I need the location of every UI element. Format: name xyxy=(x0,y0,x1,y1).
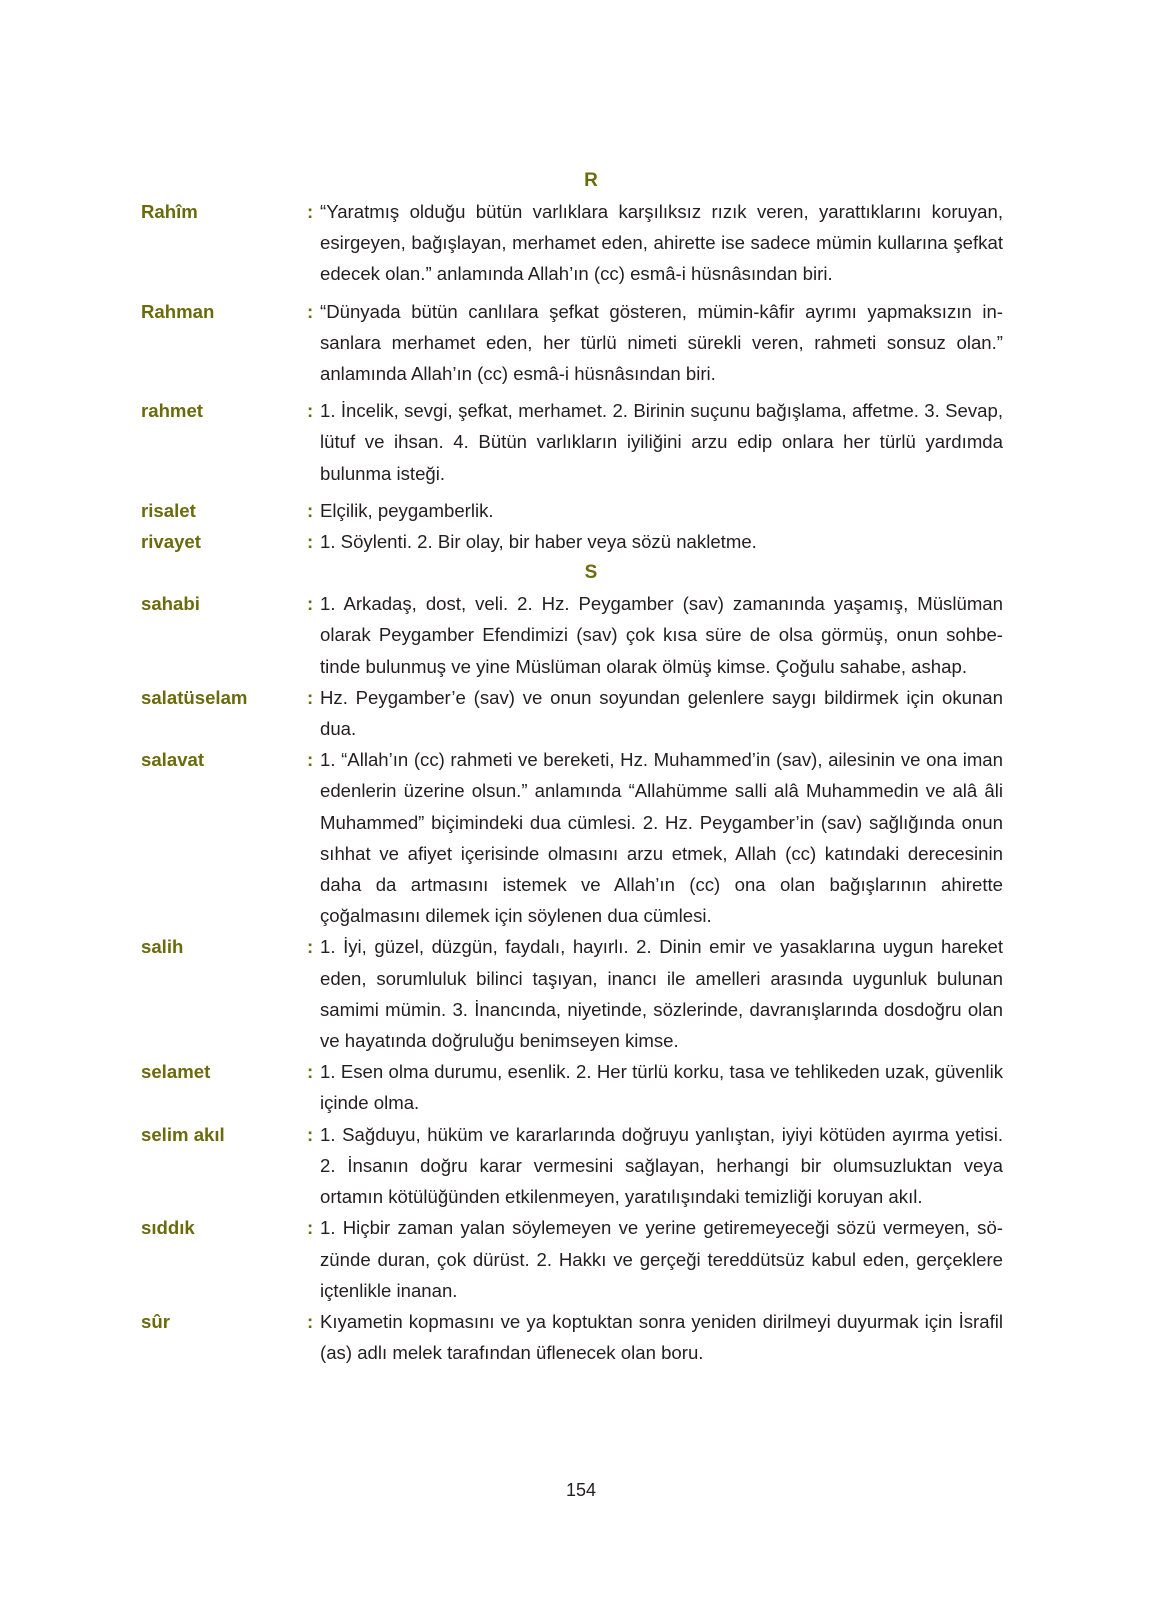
glossary-entry-salih xyxy=(141,931,1021,1056)
entry-term: Rahman xyxy=(141,300,215,322)
entry-separator: : xyxy=(307,201,314,222)
entry-term: rivayet xyxy=(141,531,201,553)
entry-term: sûr xyxy=(141,1310,170,1332)
glossary-entry-sur xyxy=(141,1306,1021,1368)
entry-separator: : xyxy=(307,1061,314,1083)
entry-separator: : xyxy=(307,749,314,771)
glossary-entry-siddik xyxy=(141,1212,1021,1306)
entry-definition: “Yaratmış olduğu bütün varlıklara karşılıksız rızık veren, yarattıklarını koruyan, esirgeyen, bağışlayan, merhamet eden, ahirette ise sadece mümin kullarına şefkat edecek olan.” anlamında Allah’ın (cc) esmâ-i hüsnâsından biri. xyxy=(320,201,1003,285)
entry-separator: : xyxy=(307,686,314,708)
entry-definition: Elçilik, peygamberlik. xyxy=(320,499,494,521)
entry-term: sıddık xyxy=(141,1217,195,1239)
entry-definition: “Dünyada bütün canlılara şefkat gösteren, mümin-kâfir ayrımı yapmaksızın insanlara merhamet eden, her türlü nimeti sürekli veren, rahmeti sonsuz olan.” anlamında Allah’ın (cc) esmâ-i hüsnâsından biri. xyxy=(320,300,1003,385)
glossary-entry-selamet xyxy=(141,1056,1021,1118)
entry-term: selim akıl xyxy=(141,1123,225,1145)
entry-separator: : xyxy=(307,1123,314,1145)
entry-separator: : xyxy=(307,300,314,322)
entry-separator: : xyxy=(307,1310,314,1332)
glossary-content xyxy=(141,165,1021,1368)
entry-definition: 1. Hiçbir zaman yalan söylemeyen ve yerine getiremeyeceği sözü vermeyen, sözünde duran, çok dürüst. 2. Hakkı ve gerçeği tereddütsüz kabul eden, gerçeklere içtenlikle inanan. xyxy=(320,1217,1003,1301)
entry-term: salih xyxy=(141,936,184,958)
entry-definition: 1. Esen olma durumu, esenlik. 2. Her türlü korku, tasa ve tehlikeden uzak, güvenlik içinde olma. xyxy=(320,1061,1003,1114)
section-heading-s: S xyxy=(584,562,598,584)
glossary-entry-salavat xyxy=(141,744,1021,931)
entry-term: risalet xyxy=(141,499,196,521)
entry-definition: 1. İyi, güzel, düzgün, faydalı, hayırlı. 2. Dinin emir ve yasaklarına uygun hareket eden, sorumluluk bilinci taşıyan, inancı ile amelleri arasında uygunluk bulunan samimi mümin. 3. İnancında, niyetinde, sözlerinde, davranışlarında dosdoğru olan ve hayatında doğruluğu benimseyen kimse. xyxy=(320,936,1003,1052)
entry-separator: : xyxy=(307,531,314,553)
entry-separator: : xyxy=(307,1217,314,1239)
glossary-entry-risalet xyxy=(141,495,1021,526)
entry-definition: 1. Sağduyu, hüküm ve kararlarında doğruyu yanlıştan, iyiyi kötüden ayırma yetisi. 2. İnsanın doğru karar vermesini sağlayan, herhangi bir olumsuzluktan veya ortamın kötülüğünden etkilenmeyen, yaratılışındaki temizliği koruyan akıl. xyxy=(320,1123,1003,1208)
glossary-entry-selim-akil xyxy=(141,1119,1021,1213)
entry-definition: 1. Arkadaş, dost, veli. 2. Hz. Peygamber (sav) zamanında yaşamış, Müslüman olarak Peygamber Efendimizi (sav) çok kısa süre de olsa görmüş, onun sohbetinde bulunmuş ve yine Müslüman olarak ölmüş kimse. Çoğulu sahabe, ashap. xyxy=(320,593,1003,677)
entry-definition: Kıyametin kopmasını ve ya koptuktan sonra yeniden dirilmeyi duyurmak için İsrafil (as) adlı melek tarafından üflenecek olan boru. xyxy=(320,1310,1003,1364)
entry-separator: : xyxy=(307,936,314,958)
entry-separator: : xyxy=(307,400,314,422)
entry-definition: Hz. Peygamber’e (sav) ve onun soyundan gelenlere saygı bildirmek için okunan dua. xyxy=(320,686,1003,740)
entry-term: salatüselam xyxy=(141,686,248,708)
entry-term: Rahîm xyxy=(141,201,198,222)
entry-term: rahmet xyxy=(141,400,204,422)
entry-definition: 1. “Allah’ın (cc) rahmeti ve bereketi, Hz. Muhammed’in (sav), ailesinin ve ona iman edenlerin üzerine olsun.” anlamında “Allahümme salli alâ Muhammedin ve alâ âli Muhammed” biçimindeki dua cümlesi. 2. Hz. Peygamber’in (sav) sağlığında onun sıhhat ve afiyet içerisinde olmasını arzu etmek, Allah (cc) katındaki derecesinin daha da artmasını istemek ve Allah’ın (cc) ona olan bağışlarının ahirette çoğalmasını dilemek için söylenen dua cümlesi. xyxy=(320,749,1003,927)
glossary-entry-rahmet xyxy=(141,395,1021,489)
entry-definition: 1. Söylenti. 2. Bir olay, bir haber veya sözü nakletme. xyxy=(320,531,757,553)
glossary-entry-sahabi xyxy=(141,588,1021,682)
page-number: 154 xyxy=(565,1480,597,1500)
entry-term: salavat xyxy=(141,749,205,771)
entry-definition: 1. İncelik, sevgi, şefkat, merhamet. 2. Birinin suçunu bağışlama, affetme. 3. Sevap, lütuf ve ihsan. 4. Bütün varlıkların iyiliğini arzu edip onlara her türlü yardımda bulunma isteği. xyxy=(320,400,1003,484)
section-heading-r: R xyxy=(584,170,598,191)
entry-term: sahabi xyxy=(141,593,200,615)
entry-separator: : xyxy=(307,499,314,521)
entry-term: selamet xyxy=(141,1061,211,1083)
glossary-entry-rahman xyxy=(141,296,1021,390)
entry-separator: : xyxy=(307,593,314,615)
glossary-entry-rivayet xyxy=(141,526,1021,557)
glossary-entry-rahim xyxy=(141,196,1021,290)
glossary-entry-salatuselam xyxy=(141,682,1021,744)
